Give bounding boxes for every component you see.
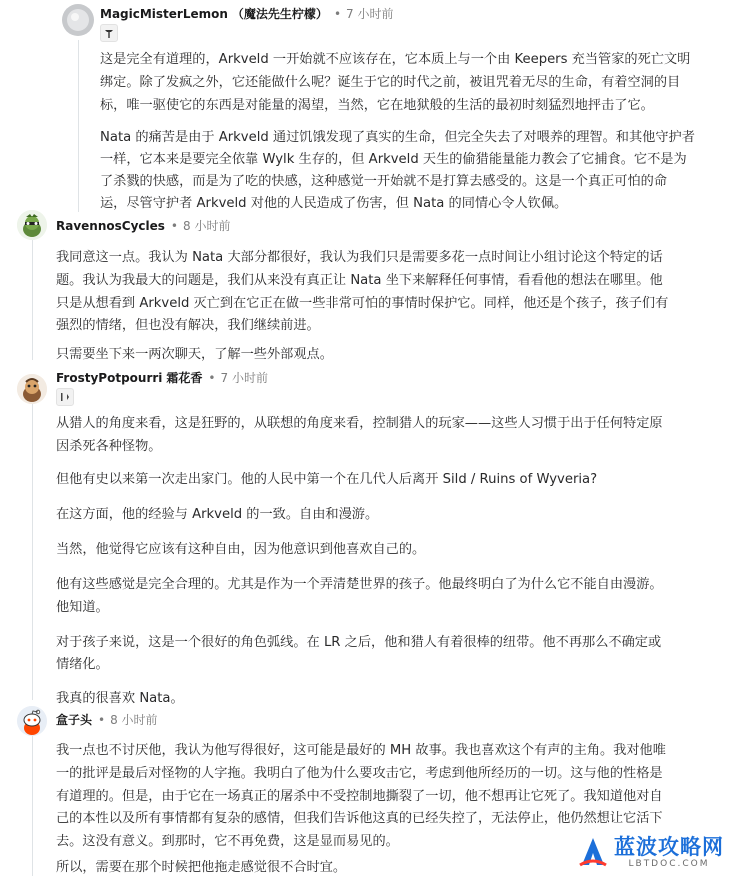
meta-separator: • — [333, 7, 342, 21]
avatar[interactable] — [62, 4, 94, 36]
meta-separator: • — [208, 371, 216, 385]
avatar[interactable] — [17, 706, 47, 736]
author-flair-text: （魔法先生柠檬） — [231, 7, 328, 21]
comment-text: 他有这些感觉是完全合理的。尤其是作为一个弄清楚世界的孩子。他最终明白了为什么它不能自由漫游。 — [56, 577, 663, 592]
site-watermark — [574, 833, 730, 871]
comment-author[interactable]: RavennosCycles — [56, 219, 165, 233]
comment — [0, 0, 740, 212]
thread-line — [32, 240, 33, 360]
comment-text: 己的本性以及所有事情都有复杂的感情，但我们告诉他这真的已经失控了，无法停止，他仍然想让它活下 — [56, 811, 663, 826]
comment-text: 有道理的。但是，由于它在一场真正的屠杀中不受控制地撕裂了一切，他不想再让它死了。我知道他对自 — [56, 789, 663, 804]
comment-text: 题。我认为我最大的问题是，我们从来没有真正让 Nata 坐下来解释任何事情，看看他的想法在哪里。他 — [56, 273, 663, 288]
avatar[interactable] — [17, 210, 47, 240]
comment-text: 只需要坐下来一两次聊天，了解一些外部观点。 — [56, 347, 333, 362]
user-avatar-icon — [62, 4, 94, 36]
comment-text: 我同意这一点。我认为 Nata 大部分都很好，我认为我们只是需要多花一点时间让小组讨论这个特定的话 — [56, 250, 663, 265]
comment-text: 我真的很喜欢 Nata。 — [56, 691, 184, 706]
comment-text: 所以，需要在那个时候把他拖走感觉很不合时宜。 — [56, 860, 347, 875]
meta-separator: • — [170, 219, 178, 233]
watermark-url: LBTDOC.COM — [628, 859, 710, 869]
comment-text: 在这方面，他的经验与 Arkveld 的一致。自由和漫游。 — [56, 507, 379, 522]
comment-author[interactable]: MagicMisterLemon — [100, 7, 228, 21]
comment-meta — [56, 218, 230, 234]
comment-text: 从猎人的角度来看，这是狂野的，从联想的角度来看，控制猎人的玩家——这些人习惯于出于任何特定原 — [56, 416, 663, 431]
comment-text: 运，尽管守护者 Arkveld 对他的人民造成了伤害，但 Nata 的同情心令人钦佩。 — [100, 196, 568, 211]
flair-badge — [56, 388, 74, 406]
thread-line — [32, 736, 33, 876]
weapon-flair-icon — [103, 27, 115, 39]
flair-badge — [100, 24, 118, 42]
avatar[interactable] — [17, 374, 47, 404]
user-avatar-icon — [17, 210, 47, 240]
user-avatar-icon — [17, 374, 47, 404]
comment-text: 只是从想看到 Arkveld 灭亡到在它正在做一些非常可怕的事情时保护它。同样，他还是个孩子，孩子们有 — [56, 296, 669, 311]
comment-text: 去。这没有意义。到那时，它不再免费，这是显而易见的。 — [56, 834, 399, 849]
comment-meta — [56, 370, 268, 386]
comment-author[interactable]: FrostyPotpourri — [56, 371, 163, 385]
comment-meta — [100, 6, 393, 22]
comment-text: 了杀戮的快感，而是为了吃的快感，这种感觉一开始就不是打算去感受的。这是一个真正可怕的命 — [100, 174, 668, 189]
comment-text: 这是完全有道理的，Arkveld 一开始就不应该存在，它本质上与一个由 Keepers 充当管家的死亡文明 — [100, 52, 691, 67]
weapon-flair-icon — [59, 391, 71, 403]
comment-text: 因杀死各种怪物。 — [56, 439, 162, 454]
comment-text: 当然，他觉得它应该有这种自由，因为他意识到他喜欢自己的。 — [56, 542, 426, 557]
meta-separator: • — [98, 713, 106, 727]
comment-text: 一的批评是最后对怪物的人字拖。我明白了他为什么要攻击它，考虑到他所经历的一切。这与他的性格是 — [56, 766, 663, 781]
comment-text: 情绪化。 — [56, 657, 109, 672]
user-avatar-icon — [17, 706, 47, 736]
comment-text: Nata 的痛苦是由于 Arkveld 通过饥饿发现了真实的生命，但完全失去了对喂养的理智。和其他守护者 — [100, 130, 695, 145]
comment-text: 对于孩子来说，这是一个很好的角色弧线。在 LR 之后，他和猎人有着很棒的纽带。他不再那么不确定或 — [56, 635, 662, 650]
thread-line — [32, 404, 33, 700]
comment-author[interactable]: 盒子头 — [56, 713, 93, 727]
author-flair-text: 霜花香 — [166, 371, 203, 385]
comment-meta — [56, 712, 158, 728]
comment-text: 强烈的情绪，但也没有解决，我们继续前进。 — [56, 318, 320, 333]
watermark-title: 蓝波攻略网 — [614, 835, 724, 859]
comment-text: 一样，它本来是要完全依靠 Wylk 生存的，但 Arkveld 天生的偷猎能量能力教会了它捕食。它不是为 — [100, 152, 687, 167]
comment-timestamp[interactable]: 7 小时前 — [220, 371, 268, 385]
comment-text: 但他有史以来第一次走出家门。他的人民中第一个在几代人后离开 Sild / Ruins of Wyveria? — [56, 472, 598, 487]
comment-text: 标，唯一驱使它的东西是对能量的渴望，当然，它在地狱般的生活的最初时刻猛烈地抨击了它。 — [100, 98, 654, 113]
comment-timestamp[interactable]: 8 小时前 — [110, 713, 158, 727]
comment-timestamp[interactable]: 8 小时前 — [183, 219, 231, 233]
comment-text: 我一点也不讨厌他，我认为他写得很好，这可能是最好的 MH 故事。我也喜欢这个有声的主角。我对他唯 — [56, 743, 666, 758]
site-logo-icon — [576, 835, 610, 869]
comment-text: 他知道。 — [56, 600, 109, 615]
comment-timestamp[interactable]: 7 小时前 — [346, 7, 394, 21]
comment-text: 绑定。除了发疯之外，它还能做什么呢？诞生于它的时代之前，被诅咒着无尽的生命，有着空洞的目 — [100, 75, 681, 90]
